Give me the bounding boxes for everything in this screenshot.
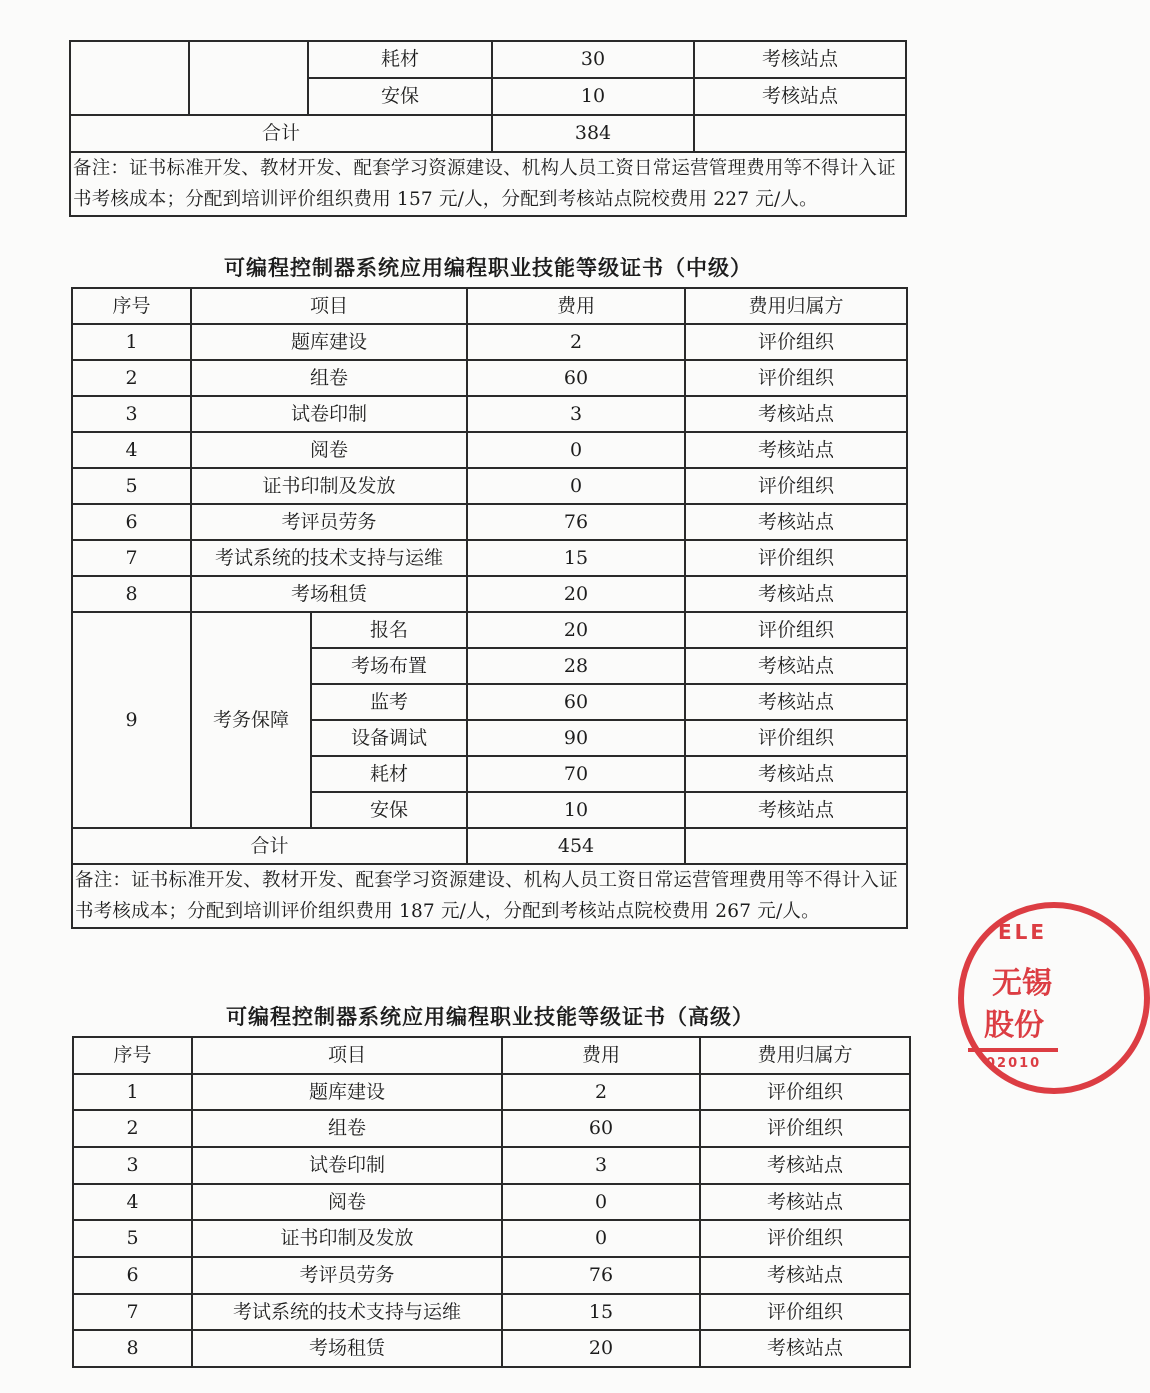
header-item: 项目 — [192, 1037, 502, 1074]
table-title-intermediate: 可编程控制器系统应用编程职业技能等级证书（中级） — [224, 256, 752, 280]
fee-cell: 30 — [492, 41, 694, 78]
item-cell: 组卷 — [191, 360, 467, 396]
fee-cell: 20 — [502, 1330, 700, 1367]
owner-cell: 评价组织 — [700, 1220, 910, 1257]
total-owner-cell — [694, 115, 906, 152]
table-row — [72, 468, 907, 504]
seq-cell: 6 — [72, 504, 191, 540]
header-seq: 序号 — [73, 1037, 192, 1074]
seq-cell: 4 — [72, 432, 191, 468]
table-row — [73, 1220, 910, 1257]
fee-cell: 60 — [467, 360, 685, 396]
group-item-cell: 考务保障 — [191, 612, 311, 828]
header-fee: 费用 — [502, 1037, 700, 1074]
note-text: 备注：证书标准开发、教材开发、配套学习资源建设、机构人员工资日常运营管理费用等不得计入证书考核成本；分配到培训评价组织费用 187 元/人，分配到考核站点院校费用 267 元/人。 — [72, 864, 907, 928]
owner-cell: 评价组织 — [685, 324, 907, 360]
company-seal — [958, 902, 1150, 1094]
item-cell: 证书印制及发放 — [191, 468, 467, 504]
fee-cell: 60 — [502, 1110, 700, 1147]
owner-cell: 评价组织 — [700, 1110, 910, 1147]
fee-cell: 3 — [467, 396, 685, 432]
table-row — [72, 612, 907, 648]
seq-cell: 7 — [73, 1294, 192, 1330]
item-cell: 考场租赁 — [192, 1330, 502, 1367]
seal-text-line2: 无锡 — [992, 966, 1052, 1001]
fee-cell: 76 — [467, 504, 685, 540]
total-label: 合计 — [72, 828, 467, 864]
item-cell: 考评员劳务 — [192, 1257, 502, 1294]
owner-cell: 评价组织 — [685, 360, 907, 396]
sub-item-cell: 耗材 — [308, 41, 492, 78]
sub-item-cell: 报名 — [311, 612, 467, 648]
seq-cell: 1 — [72, 324, 191, 360]
item-cell: 考场租赁 — [191, 576, 467, 612]
fee-cell: 76 — [502, 1257, 700, 1294]
item-cell: 试卷印制 — [191, 396, 467, 432]
owner-cell: 评价组织 — [685, 468, 907, 504]
fee-cell: 0 — [467, 468, 685, 504]
fee-cell: 3 — [502, 1147, 700, 1184]
seq-cell — [70, 41, 189, 115]
seq-cell: 8 — [73, 1330, 192, 1367]
seq-cell: 3 — [72, 396, 191, 432]
table-row — [73, 1074, 910, 1110]
sub-item-cell: 设备调试 — [311, 720, 467, 756]
owner-cell: 考核站点 — [685, 504, 907, 540]
table-row — [73, 1110, 910, 1147]
fee-cell: 0 — [502, 1220, 700, 1257]
total-label: 合计 — [70, 115, 492, 152]
fee-cell: 0 — [467, 432, 685, 468]
table-row — [73, 1257, 910, 1294]
header-owner: 费用归属方 — [685, 288, 907, 324]
header-row — [72, 288, 907, 324]
table-row — [73, 1184, 910, 1220]
fee-cell: 15 — [467, 540, 685, 576]
owner-cell: 评价组织 — [685, 540, 907, 576]
item-cell: 考试系统的技术支持与运维 — [192, 1294, 502, 1330]
seq-cell: 9 — [72, 612, 191, 828]
item-cell: 考试系统的技术支持与运维 — [191, 540, 467, 576]
fee-cell: 15 — [502, 1294, 700, 1330]
owner-cell: 考核站点 — [694, 78, 906, 115]
item-cell: 考评员劳务 — [191, 504, 467, 540]
fee-cell: 2 — [467, 324, 685, 360]
header-row — [73, 1037, 910, 1074]
total-row — [70, 115, 906, 152]
item-cell: 题库建设 — [192, 1074, 502, 1110]
seal-text-line3: 股份 — [984, 1008, 1044, 1043]
total-value: 454 — [467, 828, 685, 864]
owner-cell: 评价组织 — [700, 1294, 910, 1330]
table-row — [72, 576, 907, 612]
total-value: 384 — [492, 115, 694, 152]
note-text: 备注：证书标准开发、教材开发、配套学习资源建设、机构人员工资日常运营管理费用等不得计入证书考核成本；分配到培训评价组织费用 157 元/人，分配到考核站点院校费用 227 元/人。 — [70, 152, 906, 216]
sub-item-cell: 考场布置 — [311, 648, 467, 684]
item-cell: 阅卷 — [192, 1184, 502, 1220]
item-cell — [189, 41, 308, 115]
seq-cell: 7 — [72, 540, 191, 576]
header-owner: 费用归属方 — [700, 1037, 910, 1074]
fee-cell: 90 — [467, 720, 685, 756]
fee-cell: 28 — [467, 648, 685, 684]
fee-cell: 10 — [467, 792, 685, 828]
fee-cell: 60 — [467, 684, 685, 720]
sub-item-cell: 耗材 — [311, 756, 467, 792]
table-row — [72, 504, 907, 540]
owner-cell: 考核站点 — [685, 756, 907, 792]
header-item: 项目 — [191, 288, 467, 324]
header-seq: 序号 — [72, 288, 191, 324]
seq-cell: 1 — [73, 1074, 192, 1110]
seq-cell: 8 — [72, 576, 191, 612]
seq-cell: 2 — [73, 1110, 192, 1147]
owner-cell: 考核站点 — [685, 432, 907, 468]
fee-cell: 20 — [467, 576, 685, 612]
seq-cell: 2 — [72, 360, 191, 396]
table-row — [72, 540, 907, 576]
total-owner-cell — [685, 828, 907, 864]
item-cell: 证书印制及发放 — [192, 1220, 502, 1257]
owner-cell: 考核站点 — [700, 1330, 910, 1367]
sub-item-cell: 安保 — [308, 78, 492, 115]
owner-cell: 评价组织 — [685, 720, 907, 756]
seq-cell: 5 — [73, 1220, 192, 1257]
owner-cell: 考核站点 — [700, 1184, 910, 1220]
fee-cell: 70 — [467, 756, 685, 792]
owner-cell: 评价组织 — [700, 1074, 910, 1110]
owner-cell: 考核站点 — [685, 648, 907, 684]
seq-cell: 5 — [72, 468, 191, 504]
seq-cell: 3 — [73, 1147, 192, 1184]
fee-cell: 10 — [492, 78, 694, 115]
owner-cell: 考核站点 — [700, 1257, 910, 1294]
header-fee: 费用 — [467, 288, 685, 324]
table-row — [72, 360, 907, 396]
table-row — [73, 1147, 910, 1184]
total-row — [72, 828, 907, 864]
seq-cell: 6 — [73, 1257, 192, 1294]
table-row — [72, 324, 907, 360]
table-row — [72, 396, 907, 432]
top-fee-table — [69, 40, 907, 217]
fee-cell: 2 — [502, 1074, 700, 1110]
item-cell: 阅卷 — [191, 432, 467, 468]
owner-cell: 考核站点 — [685, 576, 907, 612]
seal-bar — [968, 1048, 1058, 1052]
sub-item-cell: 安保 — [311, 792, 467, 828]
intermediate-fee-table — [71, 287, 908, 929]
table-row — [73, 1330, 910, 1367]
sub-item-cell: 监考 — [311, 684, 467, 720]
advanced-fee-table — [72, 1036, 911, 1368]
table-row — [72, 432, 907, 468]
owner-cell: 评价组织 — [685, 612, 907, 648]
owner-cell: 考核站点 — [685, 684, 907, 720]
seal-text-number: 02010 — [986, 1056, 1042, 1071]
owner-cell: 考核站点 — [700, 1147, 910, 1184]
table-row — [73, 1294, 910, 1330]
owner-cell: 考核站点 — [685, 792, 907, 828]
fee-cell: 0 — [502, 1184, 700, 1220]
note-row — [72, 864, 907, 928]
owner-cell: 考核站点 — [685, 396, 907, 432]
item-cell: 题库建设 — [191, 324, 467, 360]
note-row — [70, 152, 906, 216]
seal-text-top: ELE — [998, 920, 1048, 944]
item-cell: 试卷印制 — [192, 1147, 502, 1184]
table-row — [70, 41, 906, 78]
fee-cell: 20 — [467, 612, 685, 648]
item-cell: 组卷 — [192, 1110, 502, 1147]
seq-cell: 4 — [73, 1184, 192, 1220]
owner-cell: 考核站点 — [694, 41, 906, 78]
table-title-advanced: 可编程控制器系统应用编程职业技能等级证书（高级） — [226, 1005, 754, 1029]
